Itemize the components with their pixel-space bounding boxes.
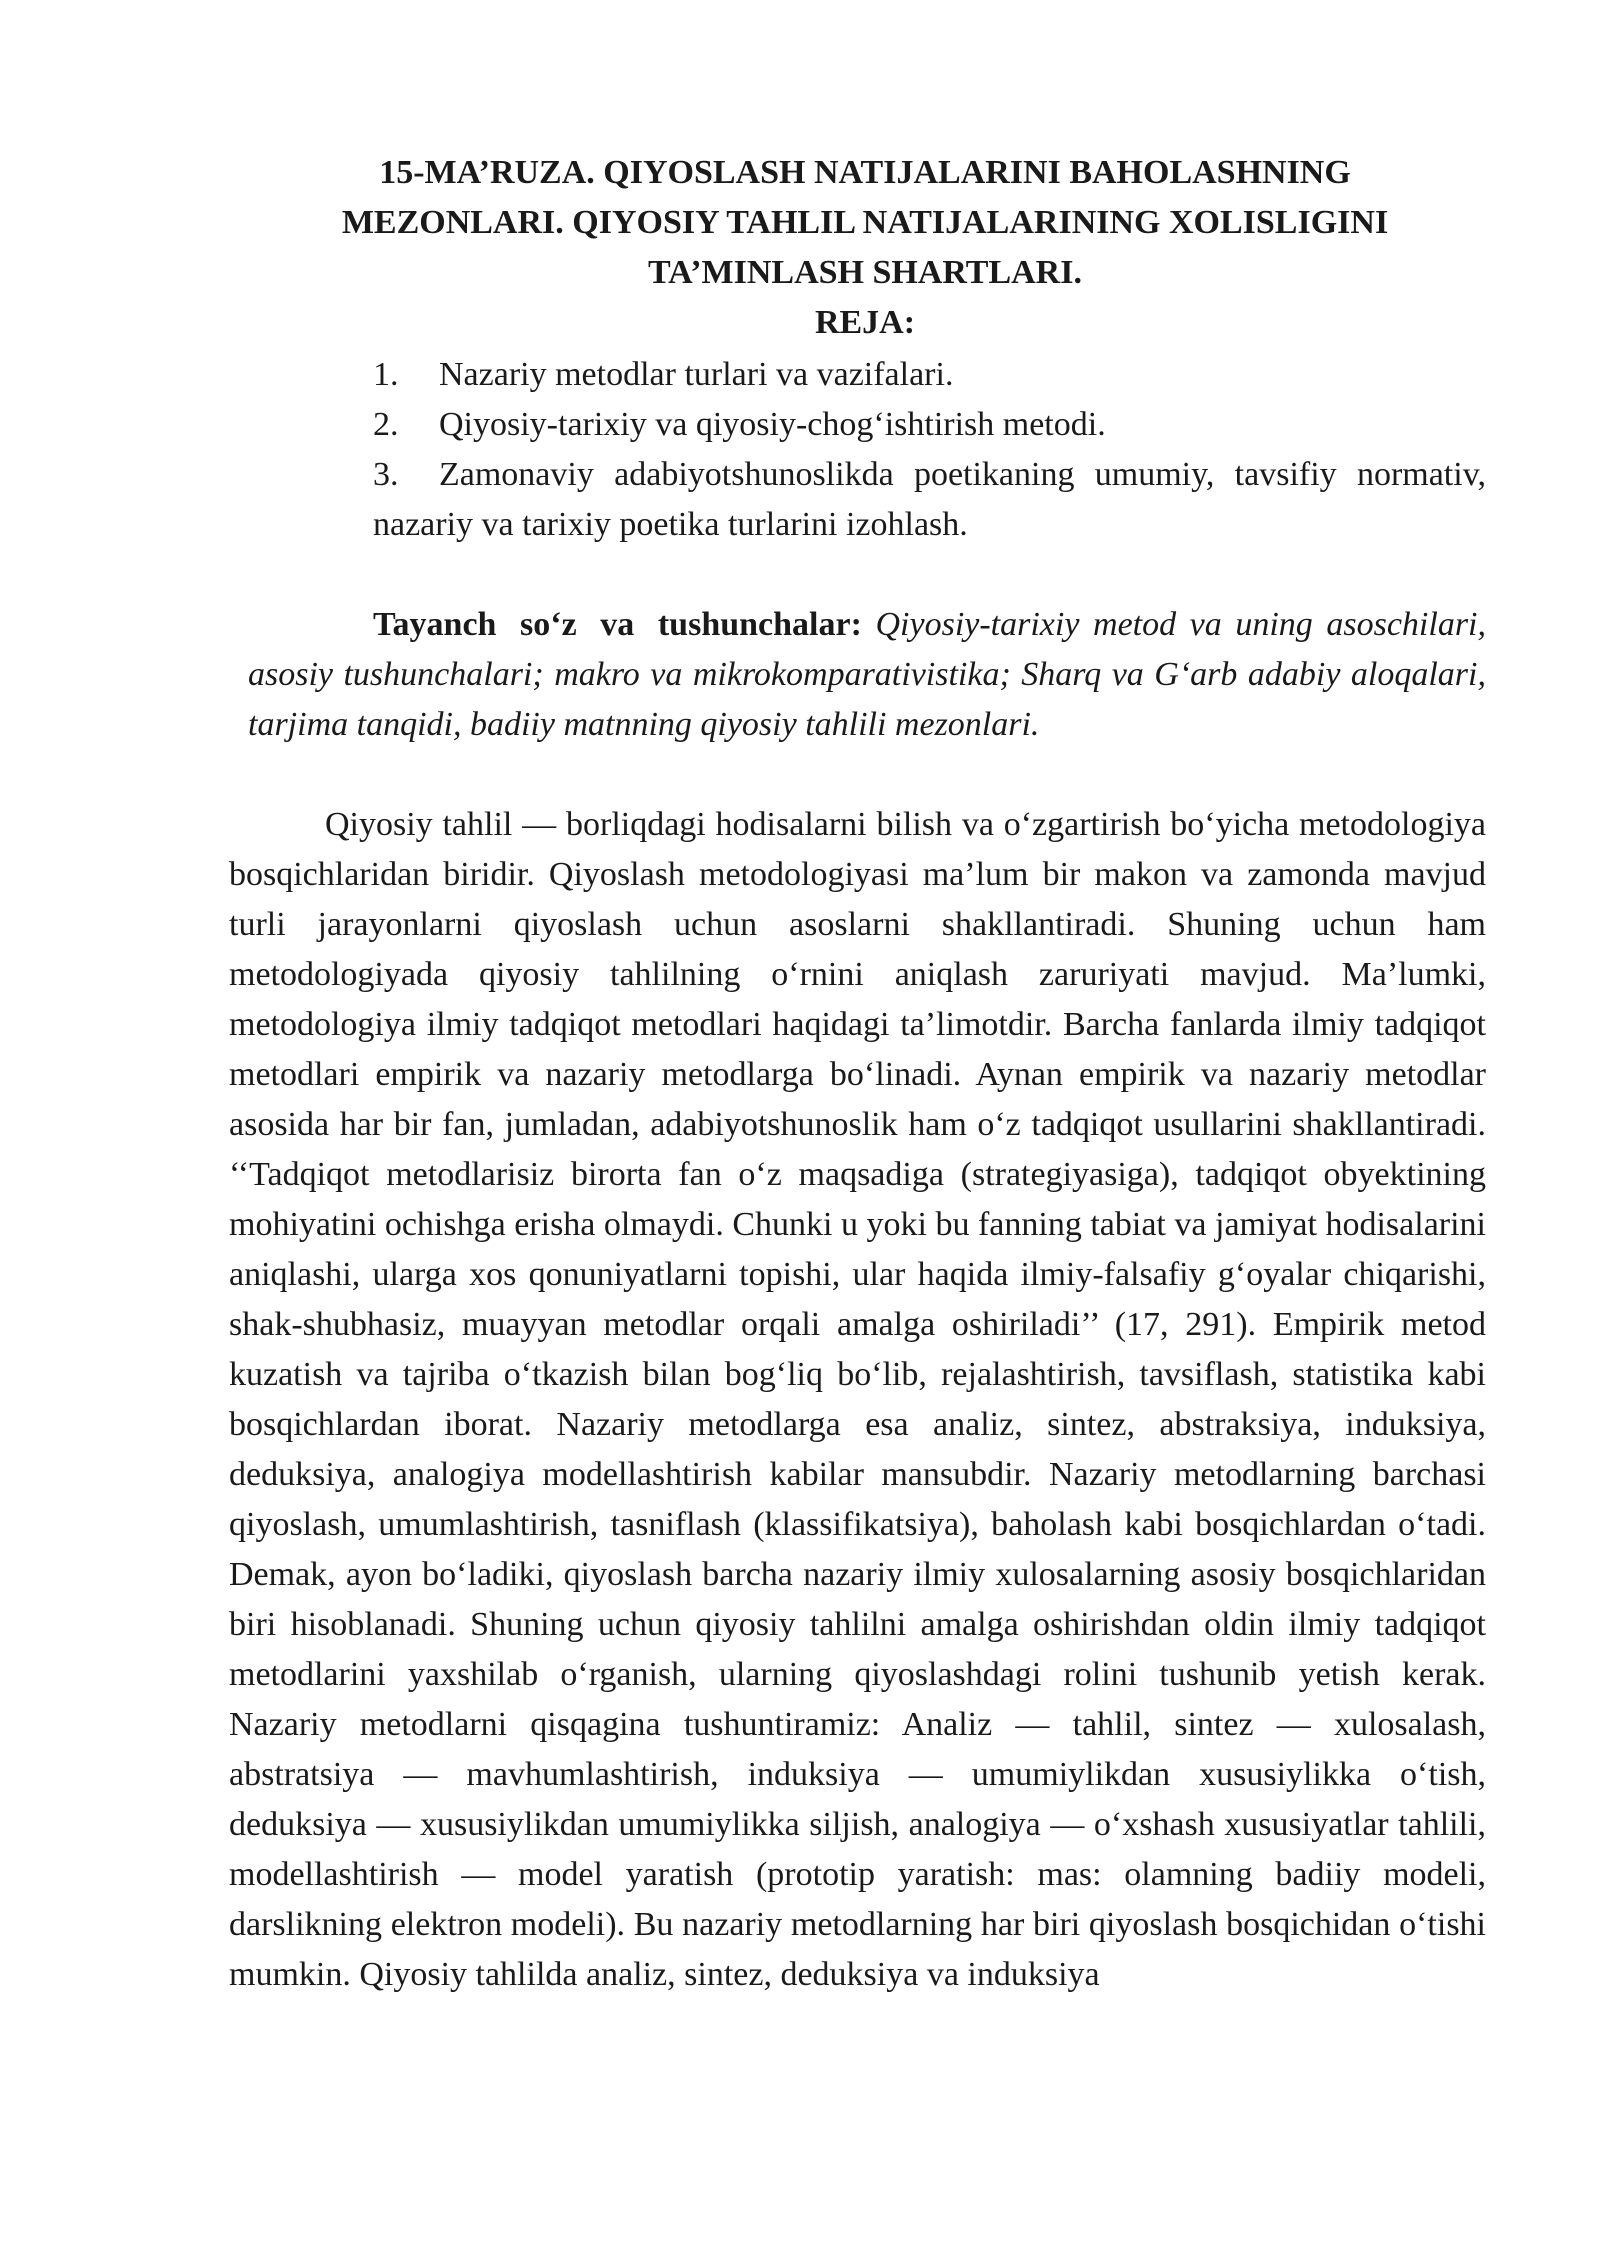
plan-item (373, 450, 1486, 550)
title-line-2: MEZONLARI. QIYOSIY TAHLIL NATIJALARINING XOLISLIGINI (341, 204, 1389, 241)
plan-list (373, 350, 1486, 550)
keywords-paragraph (248, 600, 1486, 750)
plan-item-number: 2. (373, 406, 399, 443)
plan-heading: REJA: (814, 304, 916, 341)
plan-item (373, 400, 1486, 450)
title-line-3: TA’MINLASH SHARTLARI. (648, 254, 1082, 291)
plan-item-number: 1. (373, 356, 399, 393)
keywords-label: Tayanch so‘z va tushunchalar: (373, 606, 862, 643)
title-line-1: 15-MA’RUZA. QIYOSLASH NATIJALARINI BAHOLASHNING (379, 154, 1351, 191)
keywords-text: Qiyosiy-tarixiy metod va uning asoschilari, asosiy tushunchalari; makro va mikrokomparativistika; Sharq va G‘arb adabiy aloqalari, tarjima tanqidi, badiiy matnning qiyosiy tahlili mezonlari. (248, 606, 1487, 743)
body-paragraph: Qiyosiy tahlil — borliqdagi hodisalarni bilish va o‘zgartirish bo‘yicha metodologiya bosqichlaridan biridir. Qiyoslash metodologiyasi ma’lum bir makon va zamonda mavjud turli jarayonlarni qiyoslash uchun asoslarni shakllantiradi. Shuning uchun ham metodologiyada qiyosiy tahlilning o‘rnini aniqlash zaruriyati mavjud. Ma’lumki, metodologiya ilmiy tadqiqot metodlari haqidagi ta’limotdir. Barcha fanlarda ilmiy tadqiqot metodlari empirik va nazariy metodlarga bo‘linadi. Aynan empirik va nazariy metodlar asosida har bir fan, jumladan, adabiyotshunoslik ham o‘z tadqiqot usullarini shakllantiradi. ‘‘Tadqiqot metodlarisiz birorta fan o‘z maqsadiga (strategiyasiga), tadqiqot obyektining mohiyatini ochishga erisha olmaydi. Chunki u yoki bu fanning tabiat va jamiyat hodisalarini aniqlashi, ularga xos qonuniyatlarni topishi, ular haqida ilmiy-falsafiy g‘oyalar chiqarishi, shak-shubhasiz, muayyan metodlar orqali amalga oshiriladi’’ (17, 291). Empirik metod kuzatish va tajriba o‘tkazish bilan bog‘liq bo‘lib, rejalashtirish, tavsiflash, statistika kabi bosqichlardan iborat. Nazariy metodlarga esa analiz, sintez, abstraksiya, induksiya, deduksiya, analogiya modellashtirish kabilar mansubdir. Nazariy metodlarning barchasi qiyoslash, umumlashtirish, tasniflash (klassifikatsiya), baholash kabi bosqichlardan o‘tadi. Demak, ayon bo‘ladiki, qiyoslash barcha nazariy ilmiy xulosalarning asosiy bosqichlaridan biri hisoblanadi. Shuning uchun qiyosiy tahlilni amalga oshirishdan oldin ilmiy tadqiqot metodlarini yaxshilab o‘rganish, ularning qiyoslashdagi rolini tushunib yetish kerak. Nazariy metodlarni qisqagina tushuntiramiz: Analiz — tahlil, sintez — xulosalash, abstratsiya — mavhumlashtirish, induksiya — umumiylikdan xususiylikka o‘tish, deduksiya — xususiylikdan umumiylikka siljish, analogiya — o‘xshash xususiyatlar tahlili, modellashtirish — model yaratish (prototip yaratish: mas: olamning badiiy modeli, darslikning elektron modeli). Bu nazariy metodlarning har biri qiyoslash bosqichidan o‘tishi mumkin. Qiyosiy tahlilda analiz, sintez, deduksiya va induksiya (229, 806, 1486, 1993)
plan-item (373, 350, 1486, 400)
plan-item-text: Nazariy metodlar turlari va vazifalari. (439, 356, 954, 393)
lecture-title (290, 148, 1440, 348)
plan-item-number: 3. (373, 456, 399, 493)
plan-item-text: Zamonaviy adabiyotshunoslikda poetikaning umumiy, tavsifiy normativ, nazariy va tarixiy poetika turlarini izohlash. (373, 456, 1486, 543)
plan-item-text: Qiyosiy-tarixiy va qiyosiy-chog‘ishtirish metodi. (439, 406, 1106, 443)
